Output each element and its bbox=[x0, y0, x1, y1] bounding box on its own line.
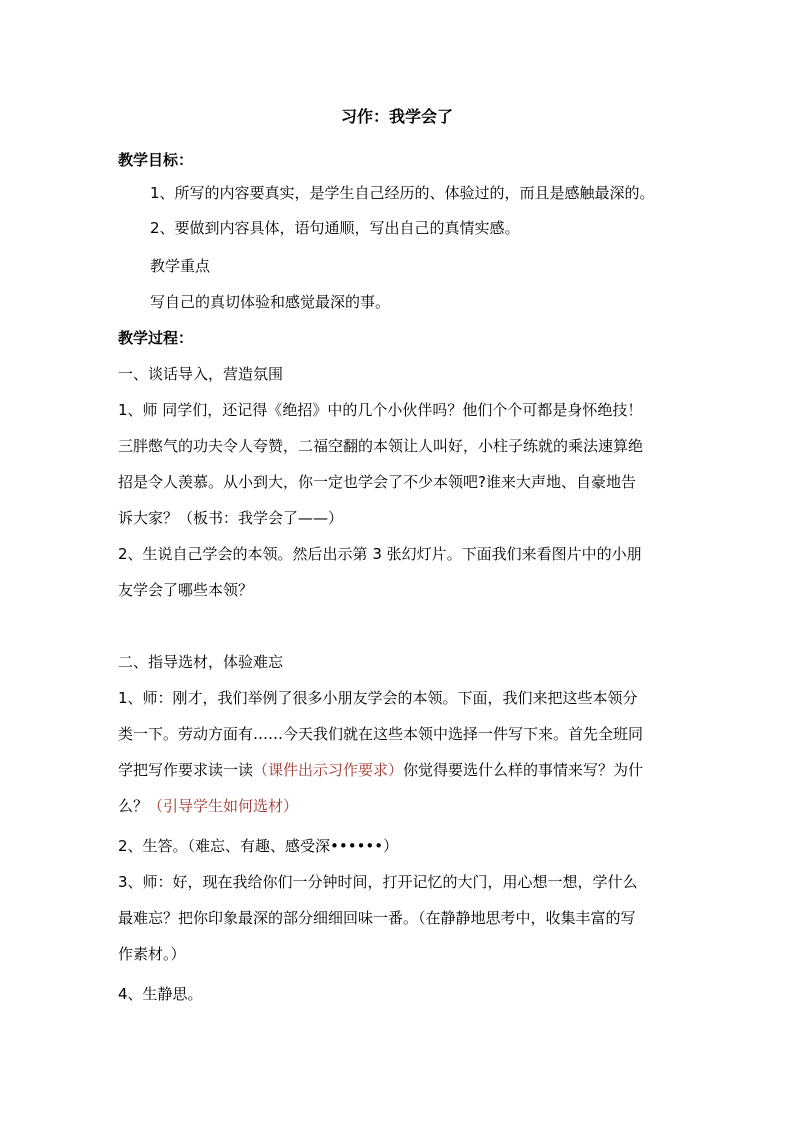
guidance-note: （引导学生如何选材） bbox=[148, 797, 299, 815]
paragraph-text: 么？ bbox=[118, 797, 149, 815]
key-point-text: 写自己的真切体验和感觉最深的事。 bbox=[150, 293, 391, 311]
paragraph-line bbox=[118, 760, 643, 780]
paragraph-line: 2、生答。（难忘、有趣、感受深••••••） bbox=[118, 837, 399, 855]
goal-item-1: 1、所写的内容要真实，是学生自己经历的、体验过的，而且是感触最深的。 bbox=[150, 184, 655, 202]
key-point-heading: 教学重点 bbox=[150, 257, 211, 275]
goals-heading: 教学目标： bbox=[118, 151, 194, 169]
paragraph-line: 友学会了哪些本领？ bbox=[118, 581, 254, 599]
paragraph-line: 作素材。） bbox=[118, 945, 186, 963]
paragraph-line: 诉大家？（板书：我学会了——） bbox=[118, 509, 344, 527]
goal-item-2: 2、要做到内容具体，语句通顺，写出自己的真情实感。 bbox=[150, 219, 520, 237]
section-2-heading: 二、指导选材，体验难忘 bbox=[118, 653, 284, 671]
paragraph-line: 4、生静思。 bbox=[118, 985, 203, 1003]
paragraph-line: 三胖憋气的功夫令人夸赞，二福空翻的本领让人叫好，小柱子练就的乘法速算绝 bbox=[118, 437, 644, 455]
section-1-heading: 一、谈话导入，营造氛围 bbox=[118, 365, 284, 383]
paragraph-text: 学把写作要求读一读 bbox=[118, 761, 254, 779]
paragraph-line: 招是令人羡慕。从小到大，你一定也学会了不少本领吧?谁来大声地、自豪地告 bbox=[118, 473, 636, 491]
page-title: 习作：我学会了 bbox=[340, 107, 453, 126]
paragraph-line: 1、师：刚才，我们举例了很多小朋友学会的本领。下面，我们来把这些本领分 bbox=[118, 689, 638, 707]
process-heading: 教学过程： bbox=[118, 329, 194, 347]
paragraph-line: 3、师：好，现在我给你们一分钟时间，打开记忆的大门，用心想一想，学什么 bbox=[118, 873, 638, 891]
paragraph-line: 最难忘？把你印象最深的部分细细回味一番。（在静静地思考中，收集丰富的写 bbox=[118, 909, 636, 927]
paragraph-text: 你觉得要选什么样的事情来写？为什 bbox=[403, 761, 644, 779]
courseware-note: （课件出示习作要求） bbox=[253, 761, 404, 779]
paragraph-line bbox=[118, 796, 298, 816]
paragraph-line: 类一下。劳动方面有……今天我们就在这些本领中选择一件写下来。首先全班同 bbox=[118, 725, 644, 743]
paragraph-line: 1、师 同学们，还记得《绝招》中的几个小伙伴吗？他们个个可都是身怀绝技！ bbox=[118, 401, 643, 419]
paragraph-line: 2、生说自己学会的本领。然后出示第 3 张幻灯片。下面我们来看图片中的小朋 bbox=[118, 545, 642, 563]
